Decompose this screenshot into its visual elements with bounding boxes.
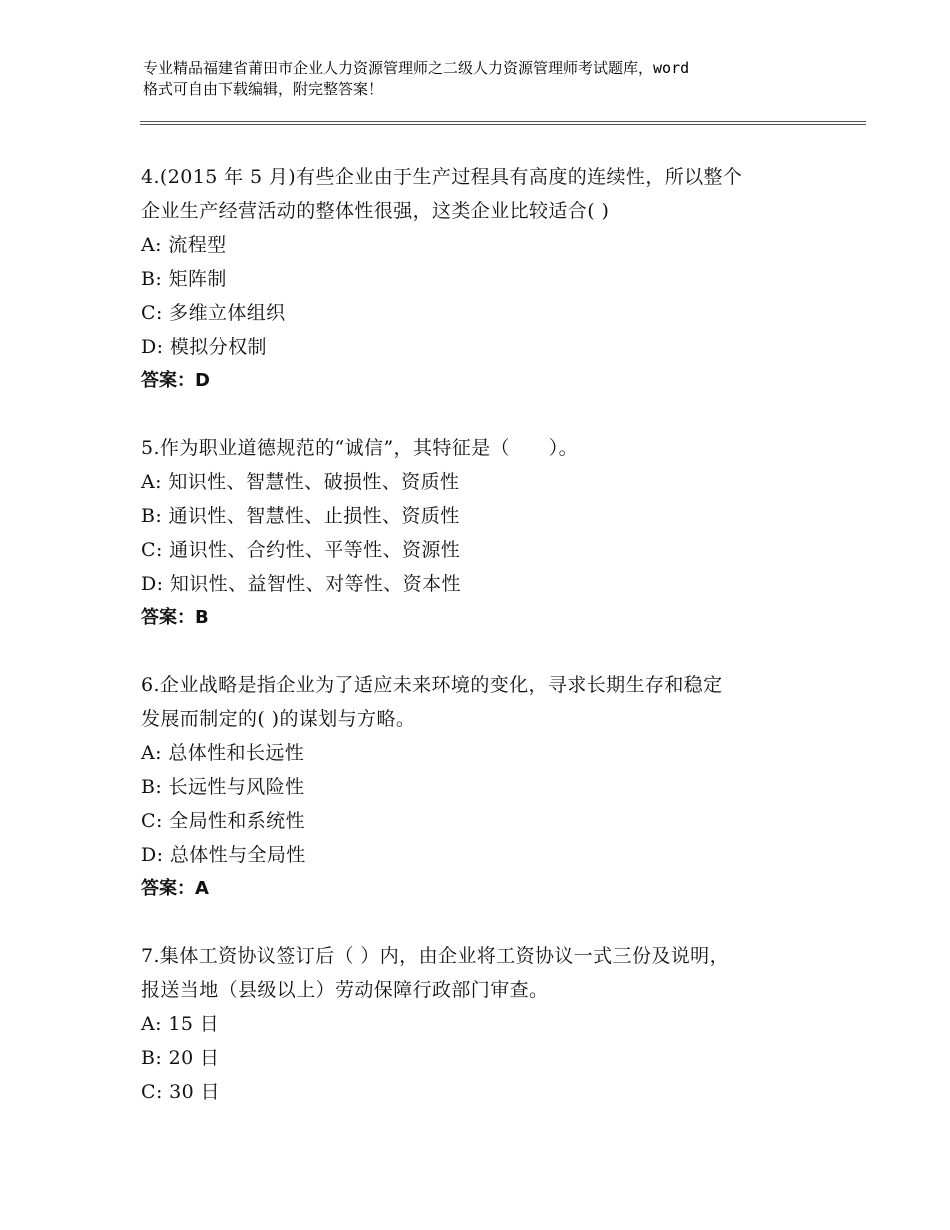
question-list [141,160,821,1142]
answer-label: 答案：A [141,878,209,899]
question-stem-line-1: 6.企业战略是指企业为了适应未来环境的变化，寻求长期生存和稳定 [141,674,723,696]
question-stem-line-2: 报送当地（县级以上）劳动保障行政部门审查。 [141,979,549,1001]
header-line-1: 专业精品福建省莆田市企业人力资源管理师之二级人力资源管理师考试题库，word [143,59,690,77]
question-4 [141,160,821,398]
option-b: B: 长远性与风险性 [141,776,305,798]
header-divider-bottom [140,124,866,125]
answer-label: 答案：D [141,370,210,391]
option-a: A: 流程型 [141,234,227,256]
option-a: A: 15 日 [141,1013,220,1035]
question-stem-line-2: 企业生产经营活动的整体性很强，这类企业比较适合( ) [141,200,610,222]
option-b: B: 通识性、智慧性、止损性、资质性 [141,505,460,527]
question-stem-line-1: 7.集体工资协议签订后（ ）内，由企业将工资协议一式三份及说明， [141,945,729,967]
header-divider-top [140,121,866,122]
answer-label: 答案：B [141,607,209,628]
question-7 [141,939,821,1109]
option-d: D: 模拟分权制 [141,336,267,358]
header-line-2: 格式可自由下载编辑，附完整答案！ [143,80,384,98]
option-d: D: 总体性与全局性 [141,844,306,866]
option-c: C: 通识性、合约性、平等性、资源性 [141,539,461,561]
option-a: A: 总体性和长远性 [141,742,305,764]
option-c: C: 全局性和系统性 [141,810,305,832]
option-b: B: 矩阵制 [141,268,227,290]
question-5 [141,431,821,635]
question-stem-line-1: 4.(2015 年 5 月)有些企业由于生产过程具有高度的连续性，所以整个 [141,166,743,188]
option-b: B: 20 日 [141,1047,220,1069]
document-header [143,58,833,100]
question-6 [141,668,821,906]
question-stem-line-2: 发展而制定的( )的谋划与方略。 [141,708,416,730]
option-d: D: 知识性、益智性、对等性、资本性 [141,573,461,595]
question-stem-line-1: 5.作为职业道德规范的“诚信”，其特征是（ ）。 [141,437,579,459]
option-c: C: 多维立体组织 [141,302,286,324]
option-c: C: 30 日 [141,1081,220,1103]
option-a: A: 知识性、智慧性、破损性、资质性 [141,471,460,493]
